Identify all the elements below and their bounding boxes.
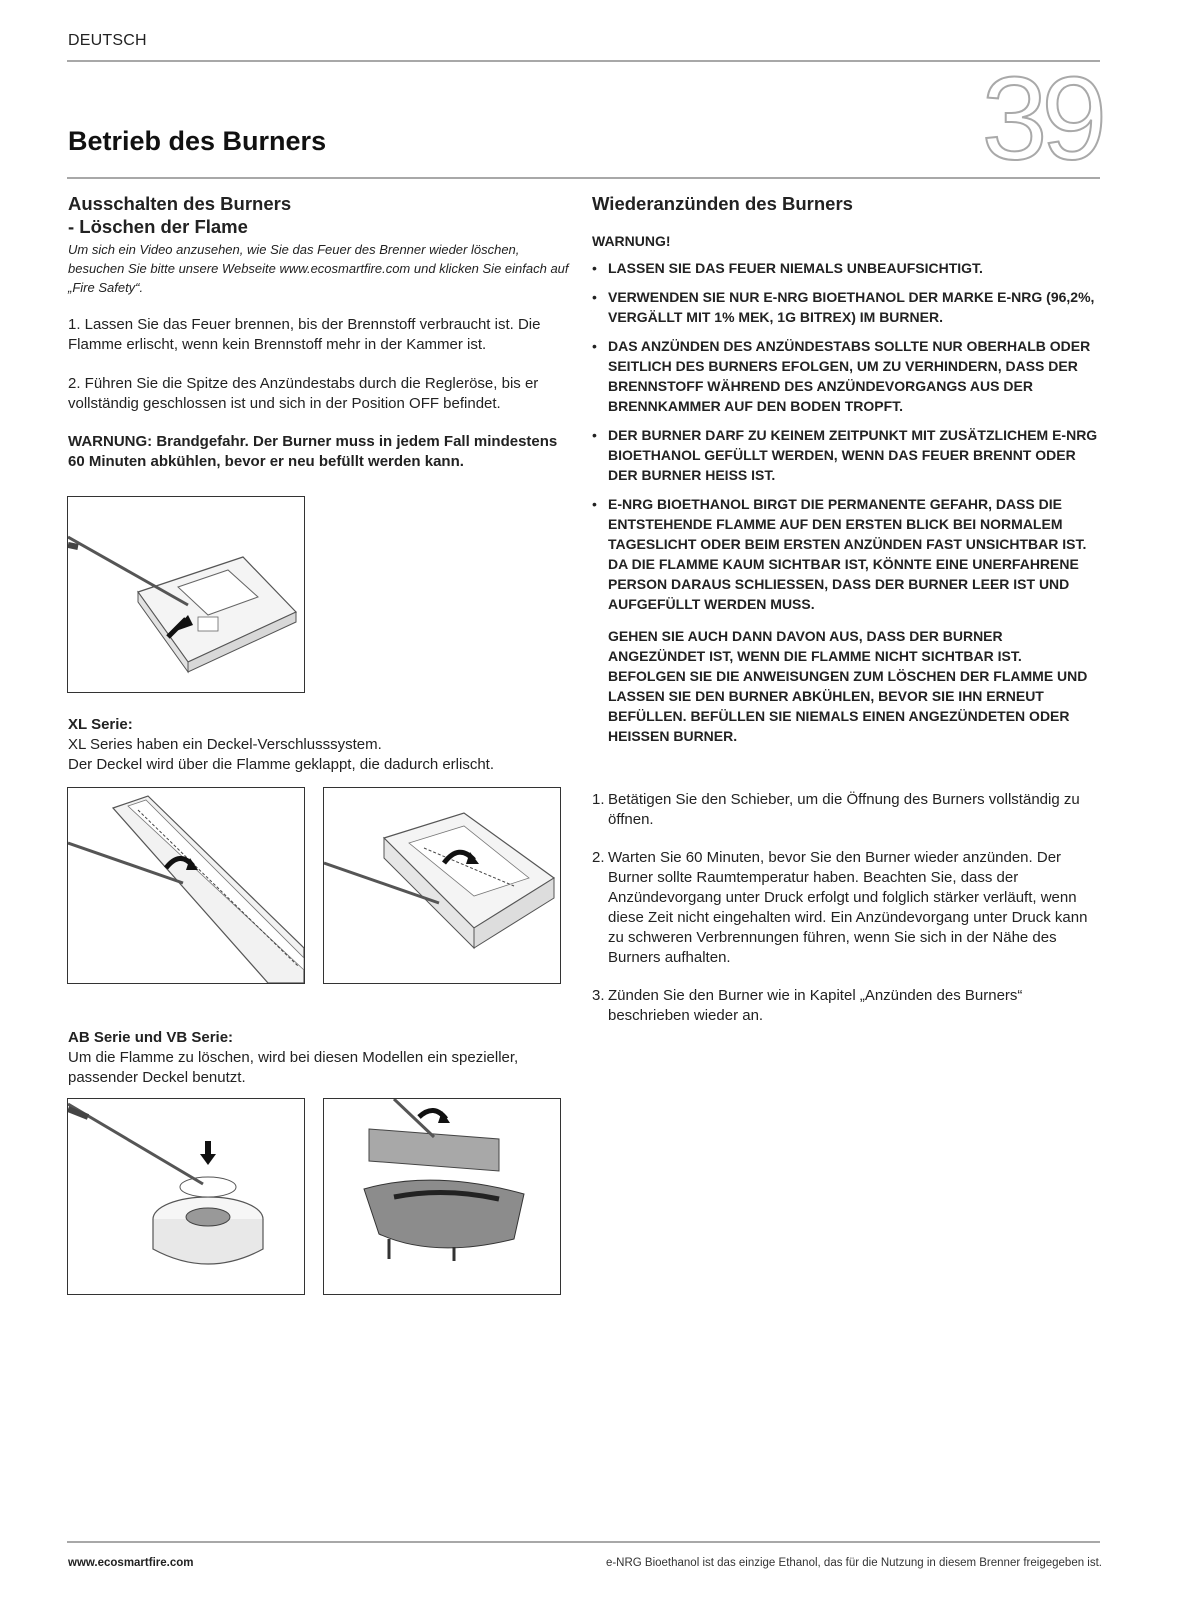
right-heading: Wiederanzünden des Burners (592, 193, 853, 214)
left-heading-line1: Ausschalten des Burners (68, 193, 292, 214)
xl-series-title: XL Serie: (68, 716, 133, 733)
footer-website-link[interactable]: www.ecosmartfire.com (68, 1557, 194, 1569)
warning-item: • DAS ANZÜNDEN DES ANZÜNDESTABS SOLLTE NUR OBERHALB ODER SEITLICH DES BURNERS EFOLGEN, UM ZU VERHINDERN, DASS DER BRENNSTOFF WÄHREND DES ANZÜNDEVORGANGS AUS DER BRENNKAMMER AUF DEN BODEN TROPFT. (592, 338, 1091, 414)
warning-item: • DER BURNER DARF ZU KEINEM ZEITPUNKT MIT ZUSÄTZLICHEM E-NRG BIOETHANOL GEFÜLLT WERDEN, WENN DAS FEUER BRENNT ODER DER BURNER HEISS IST. (592, 427, 1098, 483)
illustration-ab-round-lid (67, 1098, 305, 1295)
step-1-text: 1. Lassen Sie das Feuer brennen, bis der Brennstoff verbraucht ist. Die Flamme erlischt, wenn kein Brennstoff mehr in der Kammer ist. (68, 316, 541, 353)
warning-extra-text: GEHEN SIE AUCH DANN DAVON AUS, DASS DER BURNER ANGEZÜNDET IST, WENN DIE FLAMME NICHT SICHTBAR IST. BEFOLGEN SIE DIE ANWEISUNGEN ZUM LÖSCHEN DER FLAMME UND LASSEN SIE DEN BURNER ABKÜHLEN, BEVOR SIE IHN ERNEUT BEFÜLLEN. BEFÜLLEN SIE NIEMALS EINEN ANGEZÜNDETEN ODER HEISSEN BURNER. (608, 628, 1088, 744)
fire-warning-text: WARNUNG: Brandgefahr. Der Burner muss in jedem Fall mindestens 60 Minuten abkühlen, bevor er neu befüllt werden kann. (68, 433, 558, 470)
xl-series-line1: XL Series haben ein Deckel-Verschlusssystem. (68, 736, 382, 753)
illustration-rod-closing-burner (67, 496, 305, 693)
ab-vb-series-title: AB Serie und VB Serie: (68, 1029, 234, 1046)
video-intro-text: Um sich ein Video anzusehen, wie Sie das Feuer des Brenner wieder löschen, besuchen Sie bitte unsere Webseite www.ecosmartfire.com und klicken Sie einfach auf „Fire Safety“. (68, 242, 569, 295)
ab-vb-series-block (68, 1028, 573, 1088)
header-divider (67, 60, 1100, 62)
relight-step: 1. Betätigen Sie den Schieber, um die Öffnung des Burners vollständig zu öffnen. (592, 791, 1080, 828)
relight-steps (592, 790, 1102, 1026)
warning-list (592, 258, 1102, 614)
ab-vb-series-text: Um die Flamme zu löschen, wird bei diesen Modellen ein spezieller, passender Deckel benutzt. (68, 1049, 519, 1086)
footer-note: e-NRG Bioethanol ist das einzige Ethanol, das für die Nutzung in diesem Brenner freigegeben ist. (605, 1557, 1102, 1569)
warning-title: WARNUNG! (592, 233, 671, 249)
language-label: DEUTSCH (68, 32, 147, 49)
right-column (592, 192, 1102, 1044)
relight-step: 2. Warten Sie 60 Minuten, bevor Sie den Burner wieder anzünden. Der Burner sollte Raumtemperatur haben. Beachten Sie, dass der Anzündevorgang unter Druck erfolgt und folglich stärker verläuft, wenn diese Zeit nicht eingehalten wird. Ein Anzündevorgang unter Druck kann zu schweren Verbrennungen führen, wenn Sie sich in der Nähe des Burners aufhalten. (592, 849, 1088, 966)
xl-series-block (68, 715, 573, 775)
illustration-xl-lid-long (67, 787, 305, 984)
page-number: 39 (981, 53, 1101, 185)
warning-item: • E-NRG BIOETHANOL BIRGT DIE PERMANENTE GEFAHR, DASS DIE ENTSTEHENDE FLAMME AUF DEN ERSTEN BLICK BEI NORMALEM TAGESLICHT ODER BEIM ERSTEN ANZÜNDEN FAST UNSICHTBAR IST. DA DIE FLAMME KAUM SICHTBAR IST, KÖNNTE EINE UNERFAHRENE PERSON DARAUS SCHLIESSEN, DASS DER BURNER LEER IST UND AUFGEFÜLLT WERDEN MUSS. (592, 496, 1087, 612)
footer-divider (67, 1541, 1100, 1543)
xl-series-line2: Der Deckel wird über die Flamme geklappt, die dadurch erlischt. (68, 756, 495, 773)
warning-item: • LASSEN SIE DAS FEUER NIEMALS UNBEAUFSICHTIGT. (592, 260, 983, 276)
relight-step: 3. Zünden Sie den Burner wie in Kapitel „Anzünden des Burners“ beschrieben wieder an. (592, 987, 1023, 1024)
left-heading-line2: - Löschen der Flame (68, 216, 248, 237)
illustration-xl-lid-short (323, 787, 561, 984)
left-column (68, 192, 573, 472)
step-2-text: 2. Führen Sie die Spitze des Anzündestabs durch die Regleröse, bis er vollständig geschlossen ist und sich in der Position OFF befindet. (68, 375, 539, 412)
page-title: Betrieb des Burners (68, 126, 327, 156)
title-divider (67, 177, 1100, 179)
warning-item: • VERWENDEN SIE NUR E-NRG BIOETHANOL DER MARKE E-NRG (96,2%, VERGÄLLT MIT 1% MEK, 1G BITREX) IM BURNER. (592, 289, 1095, 325)
illustration-vb-lid (323, 1098, 561, 1295)
